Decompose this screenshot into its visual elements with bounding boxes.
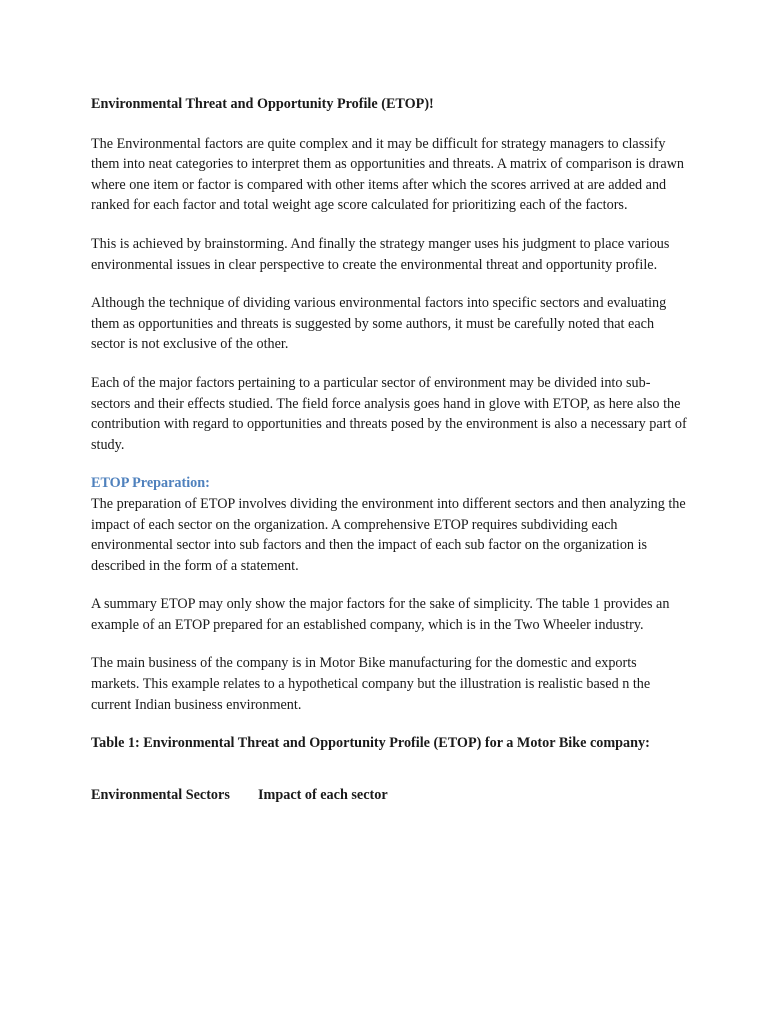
etop-preparation-section xyxy=(91,473,687,576)
paragraph-4: Each of the major factors pertaining to a particular sector of environment may be divided into sub-sectors and their effects studied. The field force analysis goes hand in glove with ETOP, as here also the contribution with regard to opportunities and threats posed by the environment is also a necessary part of study. xyxy=(91,374,687,453)
section-paragraph-1: The preparation of ETOP involves dividing the environment into different sectors and then analyzing the impact of each sector on the organization. A comprehensive ETOP requires subdividing each environmental sector into sub factors and then the impact of each sub factor on the organization is described in the form of a statement. xyxy=(91,495,686,574)
section-paragraph-2: A summary ETOP may only show the major factors for the sake of simplicity. The table 1 provides an example of an ETOP prepared for an established company, which is in the Two Wheeler industry. xyxy=(91,596,670,633)
table-title: Table 1: Environmental Threat and Opportunity Profile (ETOP) for a Motor Bike company: xyxy=(91,735,650,752)
paragraph-1: The Environmental factors are quite complex and it may be difficult for strategy managers to classify them into neat categories to interpret them as opportunities and threats. A matrix of comparison is drawn where one item or factor is compared with other items after which the scores arrived at are added and ranked for each factor and total weight age score calculated for prioritizing each of the factors. xyxy=(91,135,684,214)
paragraph-3: Although the technique of dividing various environmental factors into specific sectors and evaluating them as opportunities and threats is suggested by some authors, it must be carefully noted that each sector is not exclusive of the other. xyxy=(91,295,667,353)
document-title: Environmental Threat and Opportunity Profile (ETOP)! xyxy=(91,96,434,112)
paragraph-2: This is achieved by brainstorming. And finally the strategy manger uses his judgment to place various environmental issues in clear perspective to create the environmental threat and opportunity profile. xyxy=(91,235,670,273)
table-header-row xyxy=(91,785,687,806)
section-paragraph-3: The main business of the company is in Motor Bike manufacturing for the domestic and exports markets. This example relates to a hypothetical company but the illustration is realistic based n the current Indian business environment. xyxy=(91,655,651,713)
document-page xyxy=(91,94,687,805)
table-header-environmental-sectors: Environmental Sectors xyxy=(91,786,230,803)
section-heading: ETOP Preparation: xyxy=(91,475,210,492)
table-header-impact: Impact of each sector xyxy=(258,786,388,803)
